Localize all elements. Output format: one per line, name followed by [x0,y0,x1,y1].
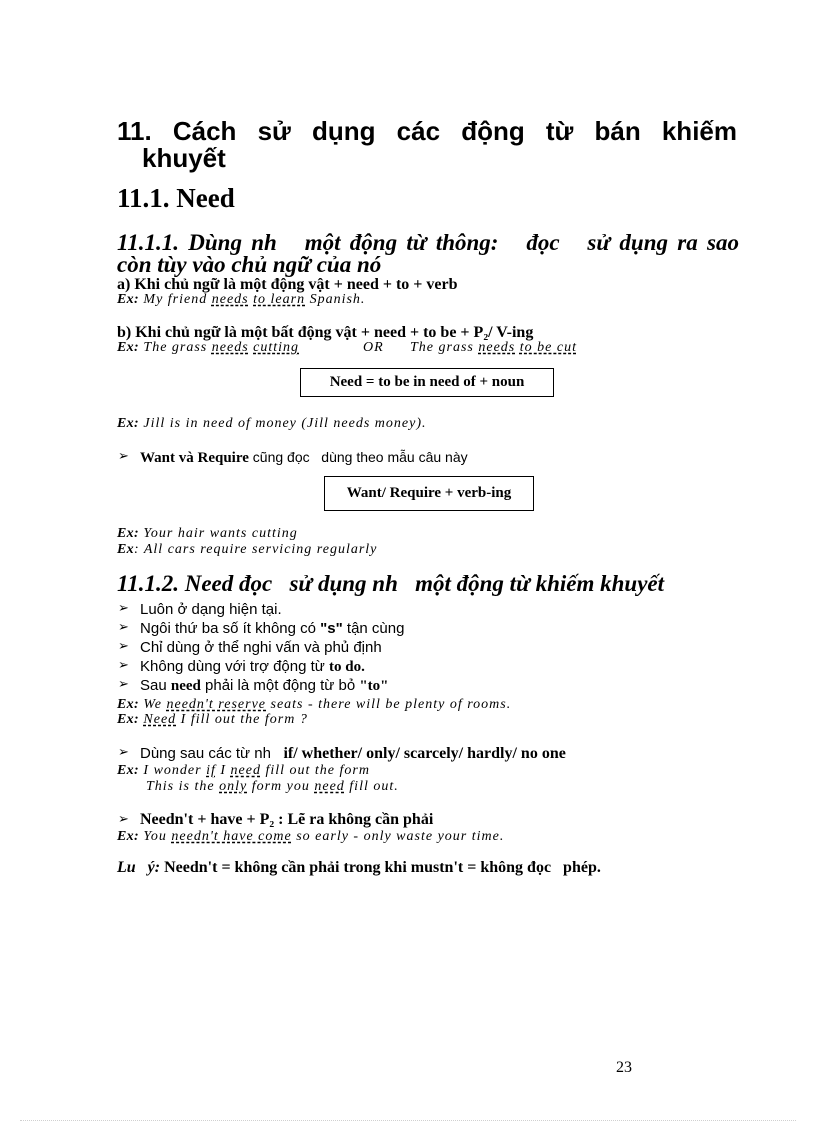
arrowhead-bullet-icon: ➢ [118,601,129,616]
arrowhead-bullet-icon: ➢ [118,812,129,827]
subsection-111-title-line1: 11.1.1. Dùng nh một động từ thông: đọc sử dụng ra sao [117,230,739,255]
note: Lu ý: Needn't = không cần phải trong khi mustn't = không đọc phép. [117,859,601,876]
chapter-title-line1: 11. Cách sử dụng các động từ bán khiếm [117,116,737,146]
want-require-note: Want và Require cũng đọc dùng theo mẫu câu này [140,449,468,466]
list-item: Dùng sau các từ nh if/ whether/ only/ scarcely/ hardly/ no one [140,745,566,762]
rule-a: a) Khi chủ ngữ là một động vật + need + to + verb [117,276,458,293]
example-needn't-have-come: Ex: You needn't have come so early - only waste your time. [117,829,505,844]
subsection-112-title: 11.1.2. Need đọc sử dụng nh một động từ khiếm khuyết [117,571,665,596]
page-number: 23 [616,1059,632,1076]
example-only-form: This is the only form you need fill out. [146,779,399,794]
list-item: Ngôi thứ ba số ít không có "s" tận cùng [140,620,405,637]
example-cars: Ex: All cars require servicing regularly [117,542,378,557]
arrowhead-bullet-icon: ➢ [118,449,129,464]
example-reserve: Ex: We needn't reserve seats - there will be plenty of rooms. [117,697,512,712]
arrowhead-bullet-icon: ➢ [118,639,129,654]
list-item: Chỉ dùng ở thể nghi vấn và phủ định [140,639,382,656]
arrowhead-bullet-icon: ➢ [118,745,129,760]
list-item: Luôn ở dạng hiện tại. [140,601,282,618]
subsection-111-title-line2: còn tùy vào chủ ngữ của nó [117,252,382,277]
example-a: Ex: My friend needs to learn Spanish. [117,292,366,307]
list-item: Needn't + have + P₂ : Lẽ ra không cần phải [140,811,434,828]
arrowhead-bullet-icon: ➢ [118,620,129,635]
arrowhead-bullet-icon: ➢ [118,677,129,692]
page-bottom-divider [20,1120,796,1121]
formula-box-want: Want/ Require + verb-ing [324,476,534,511]
example-b: Ex: The grass needs cutting [117,340,300,355]
formula-box-need: Need = to be in need of + noun [300,368,554,397]
example-jill: Ex: Jill is in need of money (Jill needs money). [117,416,427,431]
list-item: Không dùng với trợ động từ to do. [140,658,365,675]
list-item: Sau need phải là một động từ bỏ "to" [140,677,389,694]
example-hair: Ex: Your hair wants cutting [117,526,298,541]
example-form-question: Ex: Need I fill out the form ? [117,712,308,727]
chapter-title-line2: khuyết [142,143,226,173]
rule-b: b) Khi chủ ngữ là một bất động vật + need + to be + P₂/ V-ing [117,324,534,341]
arrowhead-bullet-icon: ➢ [118,658,129,673]
example-b-alt: The grass needs to be cut [410,340,577,355]
section-title-need: 11.1. Need [117,183,235,213]
example-wonder: Ex: I wonder if I need fill out the form [117,763,370,778]
example-b-or: OR [363,340,384,355]
